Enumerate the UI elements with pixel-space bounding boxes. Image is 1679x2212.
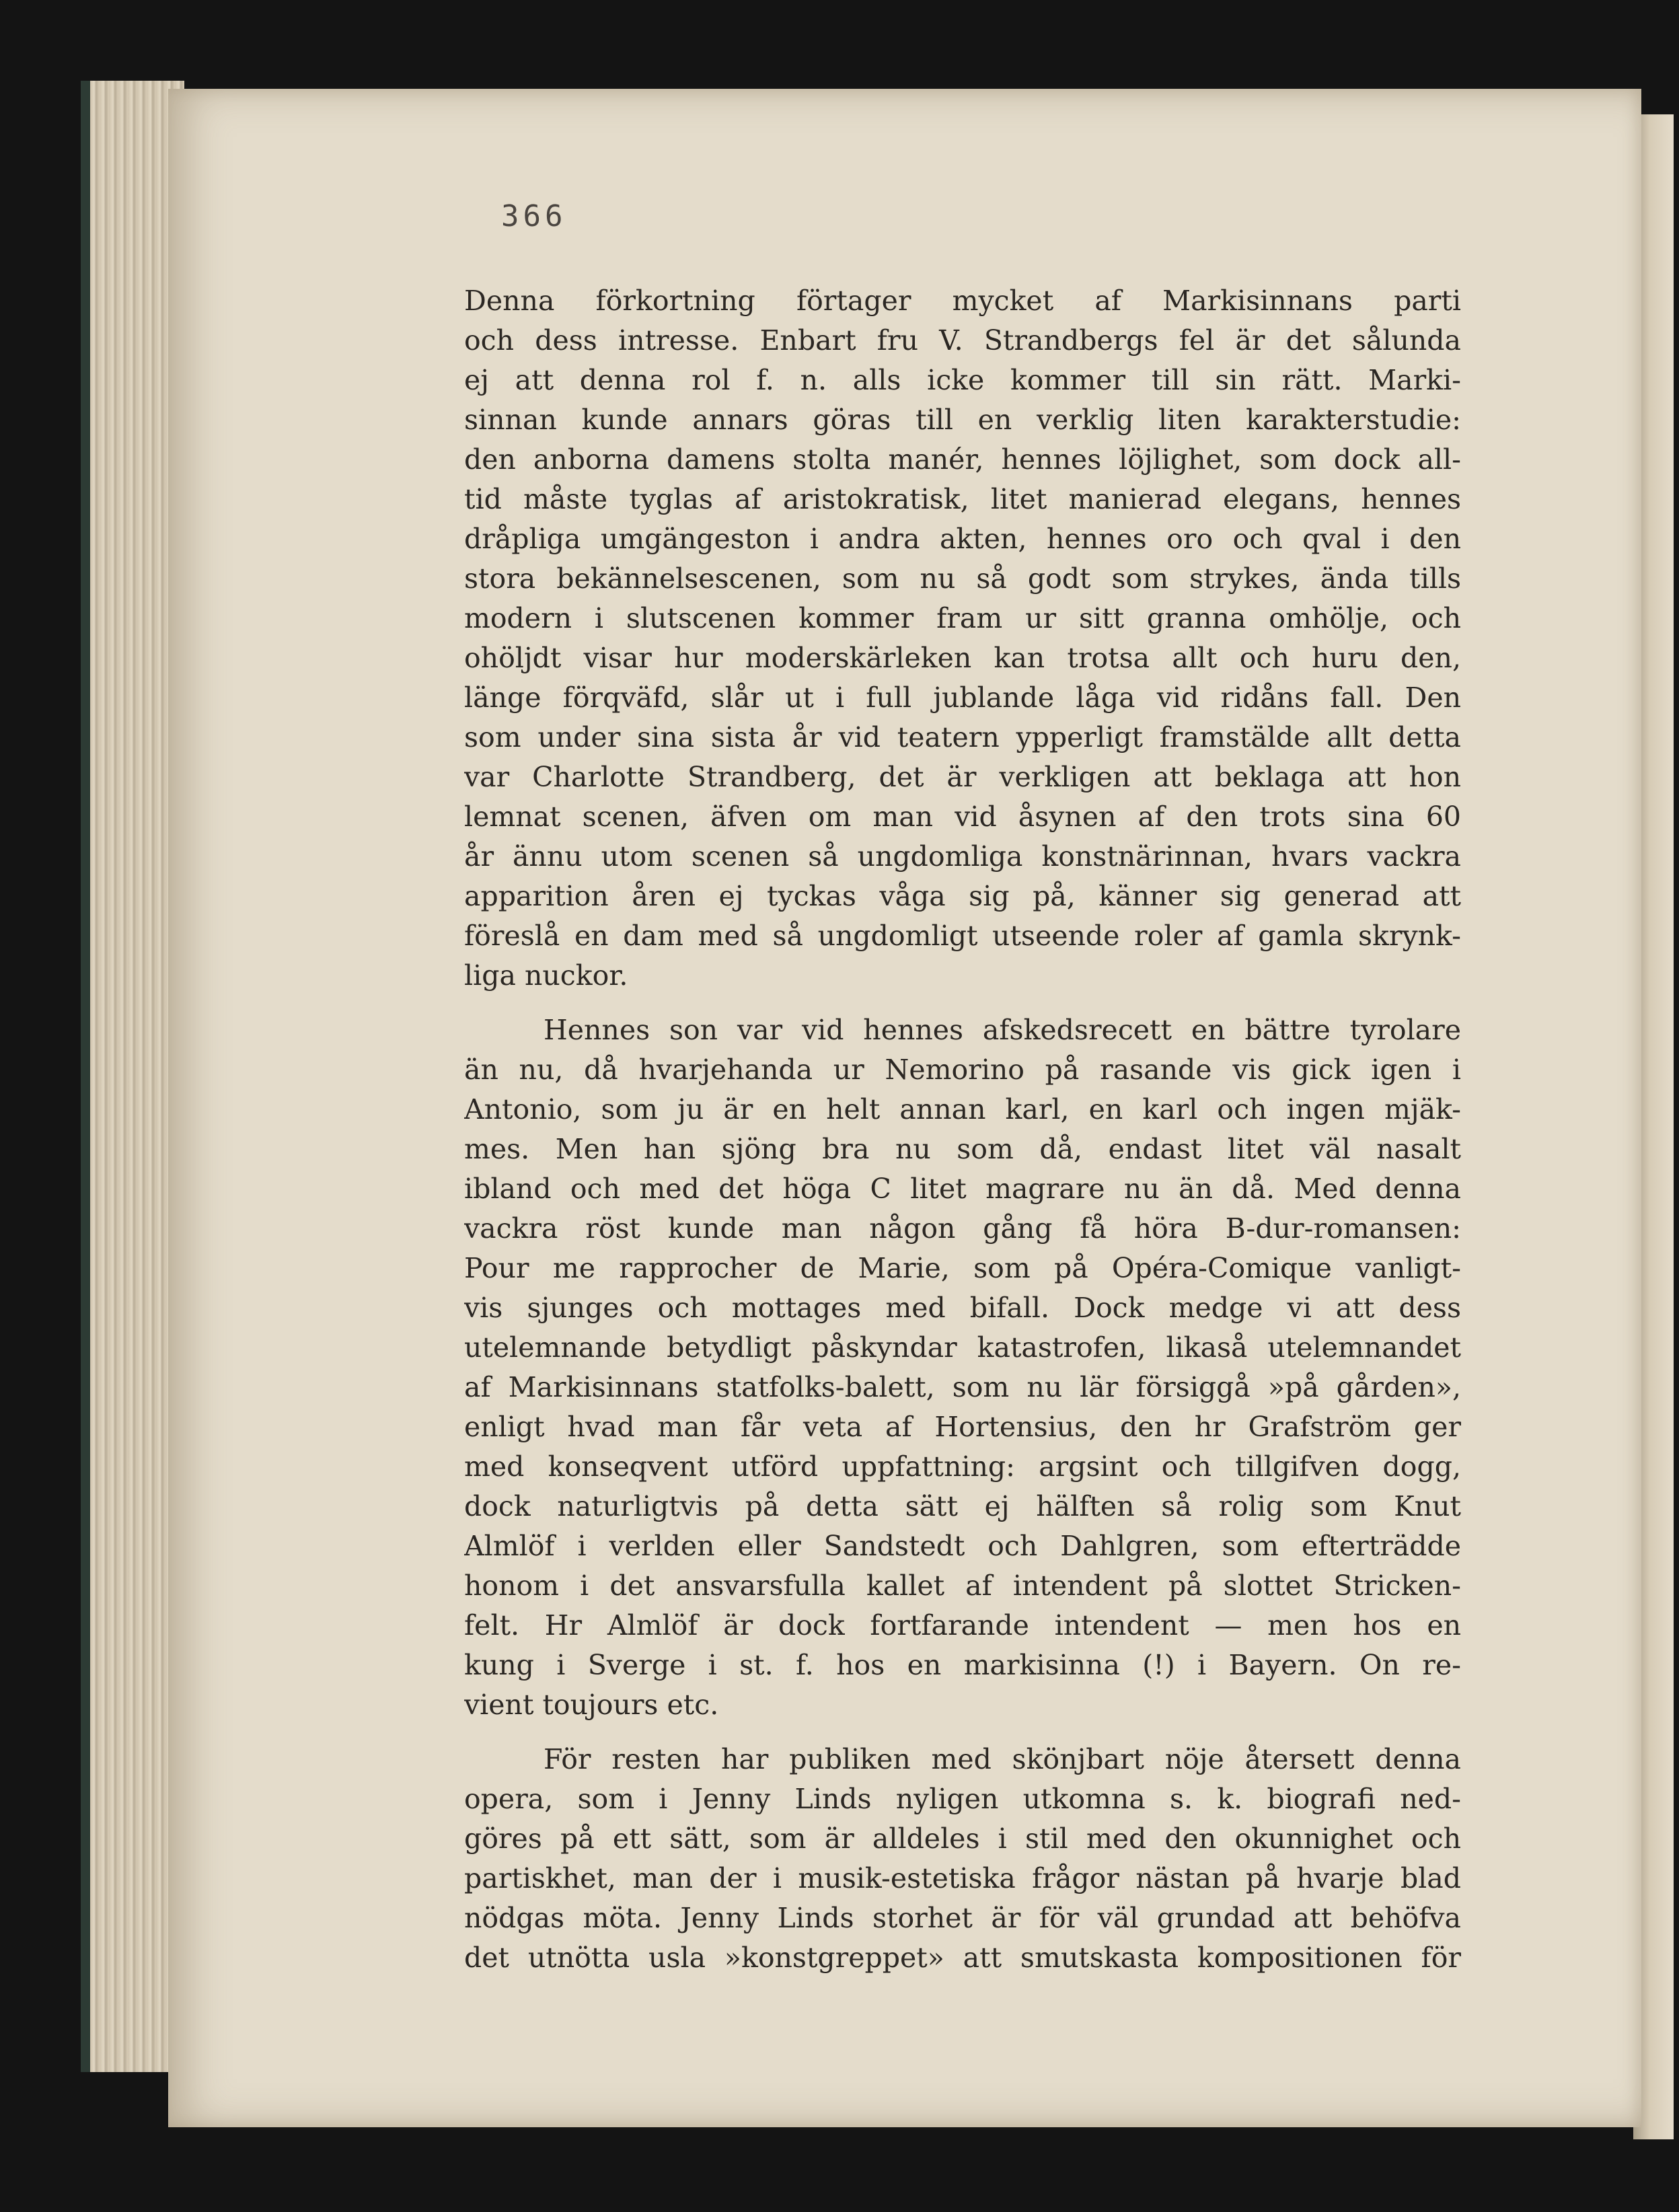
text-line: än nu, då hvarjehanda ur Nemorino på rasande vis gick igen i: [464, 1054, 1461, 1086]
body-text: [464, 281, 1461, 1978]
text-line: Denna förkortning förtager mycket af Markisinnans parti: [464, 285, 1461, 317]
paragraph: [464, 1010, 1461, 1725]
text-line: apparition åren ej tyckas våga sig på, känner sig generad att: [464, 880, 1461, 912]
text-line: och dess intresse. Enbart fru V. Strandbergs fel är det sålunda: [464, 324, 1461, 357]
text-line: som under sina sista år vid teatern ypperligt framstälde allt detta: [464, 721, 1461, 753]
text-line: stora bekännelsescenen, som nu så godt som strykes, ända tills: [464, 562, 1461, 595]
text-line: af Markisinnans statfolks-balett, som nu lär försiggå »på gården»,: [464, 1371, 1461, 1403]
text-line: Antonio, som ju är en helt annan karl, en karl och ingen mjäk-: [464, 1093, 1461, 1126]
paragraph: [464, 281, 1461, 996]
text-line: nödgas möta. Jenny Linds storhet är för väl grundad att behöfva: [464, 1902, 1461, 1934]
text-line: den anborna damens stolta manér, hennes löjlighet, som dock all-: [464, 443, 1461, 476]
text-line: liga nuckor.: [464, 959, 628, 992]
text-line: ibland och med det höga C litet magrare nu än då. Med denna: [464, 1173, 1461, 1205]
text-line: det utnötta usla »konstgreppet» att smutskasta kompositionen för: [464, 1942, 1461, 1974]
text-line: enligt hvad man får veta af Hortensius, den hr Grafström ger: [464, 1411, 1461, 1443]
text-line: kung i Sverge i st. f. hos en markisinna (!) i Bayern. On re-: [464, 1649, 1461, 1681]
text-line: opera, som i Jenny Linds nyligen utkomna s. k. biografi ned-: [464, 1783, 1461, 1815]
text-line: tid måste tyglas af aristokratisk, litet manierad elegans, hennes: [464, 483, 1461, 515]
text-line: ohöljdt visar hur moderskärleken kan trotsa allt och huru den,: [464, 642, 1461, 674]
text-line: föreslå en dam med så ungdomligt utseende roler af gamla skrynk-: [464, 920, 1461, 952]
text-line: vient toujours etc.: [464, 1689, 719, 1721]
text-line: mes. Men han sjöng bra nu som då, endast litet väl nasalt: [464, 1133, 1461, 1165]
text-line: dock naturligtvis på detta sätt ej hälften så rolig som Knut: [464, 1490, 1461, 1522]
text-line: Pour me rapprocher de Marie, som på Opéra-Comique vanligt-: [464, 1252, 1461, 1284]
text-line: sinnan kunde annars göras till en verklig liten karakterstudie:: [464, 404, 1461, 436]
text-line: Hennes son var vid hennes afskedsrecett en bättre tyrolare: [544, 1014, 1461, 1046]
text-line: För resten har publiken med skönjbart nöje återsett denna: [544, 1743, 1461, 1775]
text-line: utelemnande betydligt påskyndar katastrofen, likaså utelemnandet: [464, 1331, 1461, 1364]
text-line: honom i det ansvarsfulla kallet af intendent på slottet Stricken-: [464, 1570, 1461, 1602]
text-line: ej att denna rol f. n. alls icke kommer till sin rätt. Marki-: [464, 364, 1461, 396]
text-line: år ännu utom scenen så ungdomliga konstnärinnan, hvars vackra: [464, 840, 1461, 873]
paragraph-gap: [464, 996, 1461, 1010]
text-line: göres på ett sätt, som är alldeles i stil med den okunnighet och: [464, 1822, 1461, 1855]
text-line: Almlöf i verlden eller Sandstedt och Dahlgren, som efterträdde: [464, 1530, 1461, 1562]
text-line: lemnat scenen, äfven om man vid åsynen af den trots sina 60: [464, 801, 1461, 833]
paragraph-gap: [464, 1725, 1461, 1740]
text-line: vis sjunges och mottages med bifall. Dock medge vi att dess: [464, 1292, 1461, 1324]
text-line: modern i slutscenen kommer fram ur sitt granna omhölje, och: [464, 602, 1461, 634]
text-line: partiskhet, man der i musik-estetiska frågor nästan på hvarje blad: [464, 1862, 1461, 1894]
text-line: felt. Hr Almlöf är dock fortfarande intendent — men hos en: [464, 1609, 1461, 1642]
page-number: 366: [501, 199, 567, 233]
text-line: var Charlotte Strandberg, det är verkligen att beklaga att hon: [464, 761, 1461, 793]
text-line: med konseqvent utförd uppfattning: argsint och tillgifven dogg,: [464, 1450, 1461, 1483]
paragraph: [464, 1740, 1461, 1978]
text-line: dråpliga umgängeston i andra akten, hennes oro och qval i den: [464, 523, 1461, 555]
text-line: länge förqväfd, slår ut i full jublande låga vid ridåns fall. Den: [464, 681, 1461, 714]
text-line: vackra röst kunde man någon gång få höra B-dur-romansen:: [464, 1212, 1461, 1245]
